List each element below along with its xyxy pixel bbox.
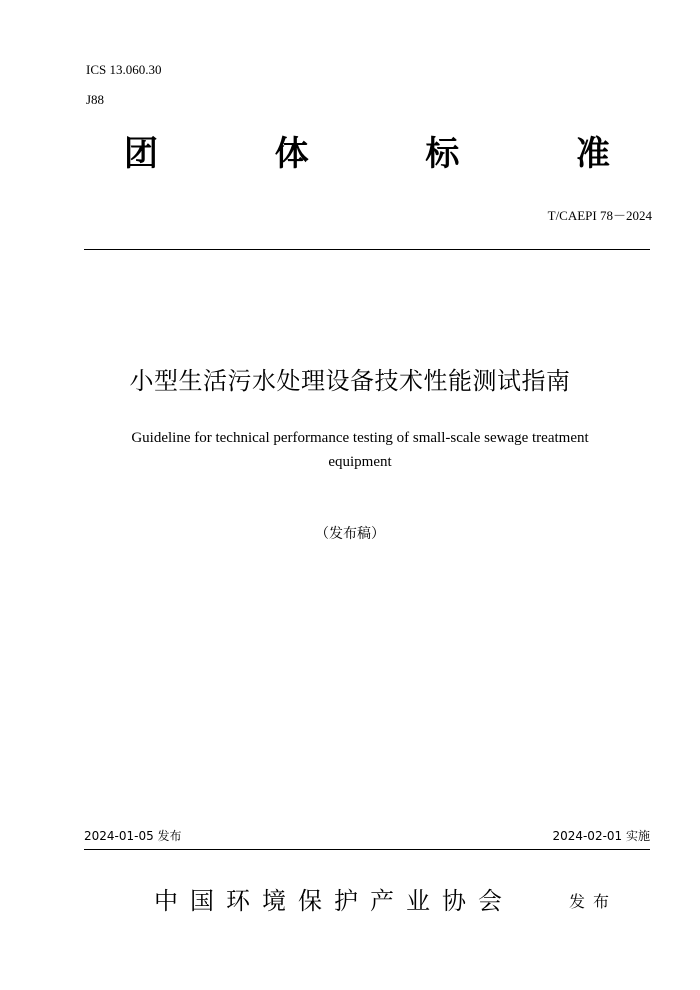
bottom-divider bbox=[84, 849, 650, 850]
standard-number: T/CAEPI 78－2024 bbox=[547, 208, 652, 223]
standard-type-char: 团 bbox=[124, 134, 158, 174]
document-title-chinese: 小型生活污水处理设备技术性能测试指南 bbox=[129, 367, 571, 395]
standard-type-char: 准 bbox=[575, 134, 610, 174]
publish-label: 发布 bbox=[569, 892, 618, 911]
standard-type-char: 标 bbox=[425, 134, 460, 174]
classification-code: J88 bbox=[86, 92, 105, 107]
draft-status: （发布稿） bbox=[315, 526, 385, 542]
implementation-date: 2024-02-01 实施 bbox=[552, 829, 650, 843]
issue-date: 2024-01-05 发布 bbox=[84, 829, 182, 843]
ics-code: ICS 13.060.30 bbox=[86, 62, 162, 77]
standard-type-heading bbox=[86, 132, 650, 176]
top-divider bbox=[84, 249, 650, 250]
standard-type-char: 体 bbox=[274, 134, 309, 174]
document-title-english: Guideline for technical performance testing of small-scale sewage treatment equipment bbox=[131, 430, 589, 470]
publisher-name: 中国环境保护产业协会 bbox=[154, 887, 514, 915]
